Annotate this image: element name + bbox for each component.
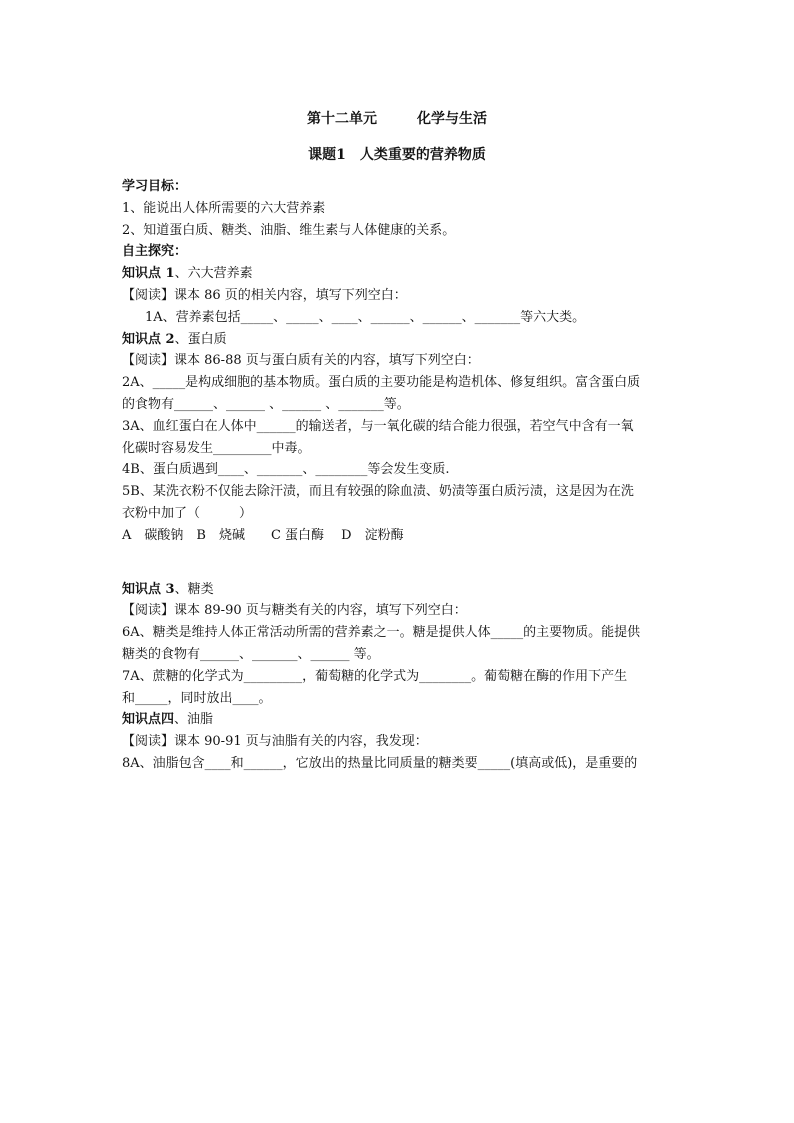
reading-instruction: 【阅读】课本 89-90 页与糖类有关的内容，填写下列空白： — [122, 603, 467, 619]
knowledge-point-topic: 、蛋白质 — [174, 331, 227, 347]
knowledge-point-label: 知识点 3 — [122, 581, 175, 597]
knowledge-point-topic: 、油脂 — [174, 712, 214, 728]
question-1a: 1A、营养素包括_____、_____、____、______、______、_______等六大类。 — [145, 309, 586, 325]
knowledge-point-2-heading — [122, 329, 682, 351]
lesson-title: 课题1 人类重要的营养物质 — [308, 147, 486, 163]
unit-title-left: 第十二单元 — [307, 111, 377, 127]
knowledge-point-label: 知识点 1 — [122, 266, 175, 282]
question-2a-line1: 2A、_____是构成细胞的基本物质。蛋白质的主要功能是构造机体、修复组织。富含蛋白质 — [122, 375, 641, 391]
knowledge-point-4-heading — [122, 709, 682, 731]
question-5b-line1: 5B、某洗衣粉不仅能去除汗渍，而且有较强的除血渍、奶渍等蛋白质污渍，这是因为在洗 — [122, 484, 634, 500]
question-3a-line2: 化碳时容易发生_________中毒。 — [122, 440, 311, 456]
knowledge-point-label: 知识点四 — [122, 712, 175, 728]
question-5b-choices: A 碳酸钠 B 烧碱 C 蛋白酶 D 淀粉酶 — [122, 527, 404, 543]
knowledge-point-topic: 、六大营养素 — [174, 266, 253, 282]
question-7a-line1: 7A、蔗糖的化学式为_________，葡萄糖的化学式为________。葡萄糖在酶的作用下产生 — [122, 668, 628, 684]
section-heading-objectives: 学习目标： — [122, 179, 188, 194]
question-3a-line1: 3A、血红蛋白在人体中______的输送者，与一氧化碳的结合能力很强，若空气中含有一氧 — [122, 418, 634, 434]
question-6a-line2: 糖类的食物有______、_______、______ 等。 — [122, 646, 380, 662]
spacer — [122, 547, 682, 579]
unit-title-right: 化学与生活 — [417, 111, 487, 127]
question-5b-line2: 衣粉中加了（ ） — [122, 505, 253, 521]
question-4b: 4B、蛋白质遇到____、_______、________等会发生变质. — [122, 462, 450, 478]
reading-instruction: 【阅读】课本 86-88 页与蛋白质有关的内容，填写下列空白： — [122, 353, 480, 369]
unit-title — [0, 108, 794, 128]
knowledge-point-label: 知识点 2 — [122, 331, 175, 347]
objective-2: 2、知道蛋白质、糖类、油脂、维生素与人体健康的关系。 — [122, 222, 456, 238]
question-2a-line2: 的食物有______、______ 、______ 、_______等。 — [122, 396, 410, 412]
question-7a-line2: 和_____，同时放出____。 — [122, 690, 272, 706]
section-heading-explore: 自主探究： — [122, 244, 188, 260]
objective-1: 1、能说出人体所需要的六大营养素 — [122, 200, 326, 216]
knowledge-point-3-heading — [122, 579, 682, 601]
reading-instruction: 【阅读】课本 86 页的相关内容，填写下列空白： — [122, 287, 407, 303]
question-8a-line1: 8A、油脂包含____和______，它放出的热量比同质量的糖类要_____(填高或低)，是重要的 — [122, 755, 638, 771]
knowledge-point-1-heading — [122, 263, 682, 285]
question-6a-line1: 6A、糖类是维持人体正常活动所需的营养素之一。糖是提供人体_____的主要物质。能提供 — [122, 625, 641, 641]
reading-instruction: 【阅读】课本 90-91 页与油脂有关的内容，我发现： — [122, 734, 428, 750]
knowledge-point-topic: 、糖类 — [174, 581, 214, 597]
document-body — [122, 176, 682, 775]
